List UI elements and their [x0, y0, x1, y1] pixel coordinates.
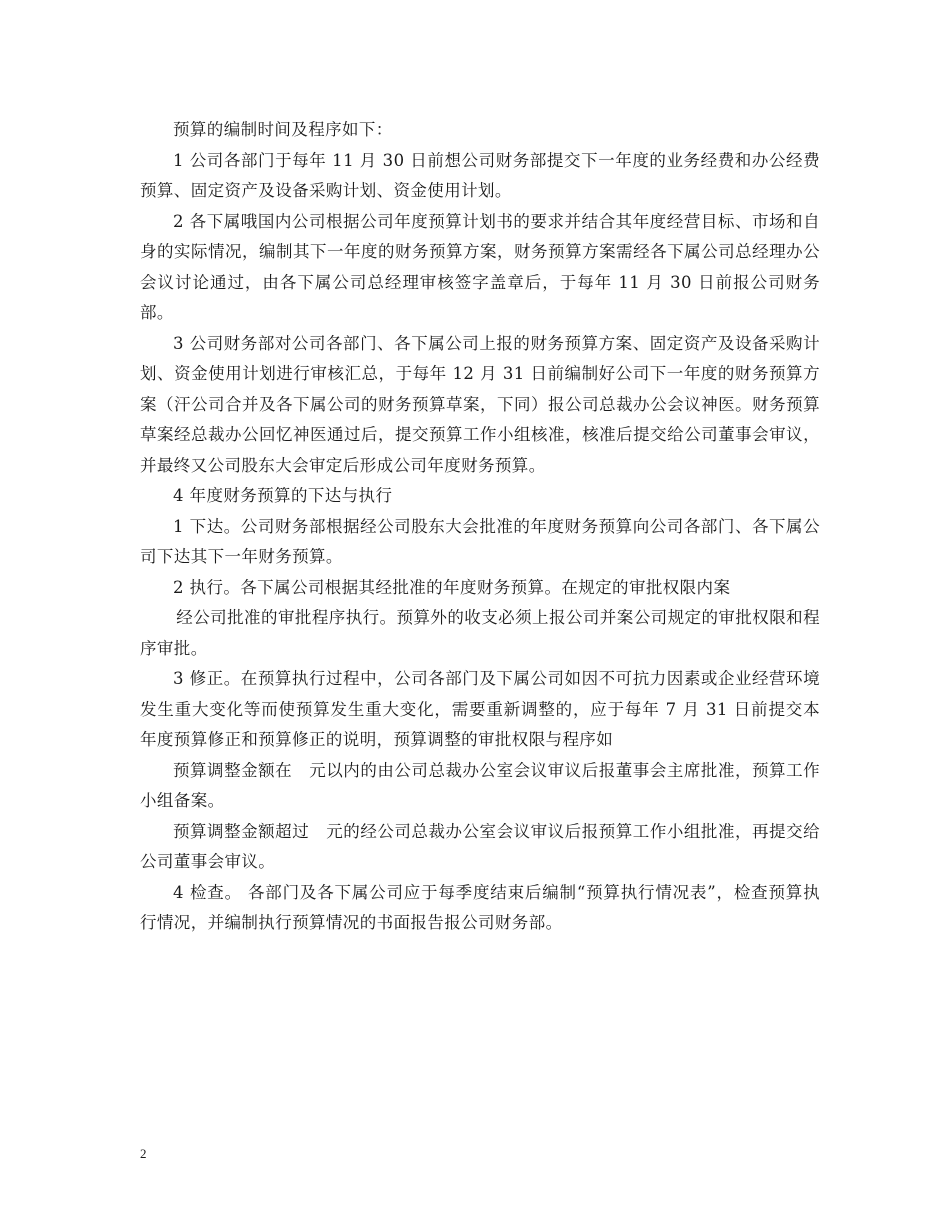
paragraph-step-1: 1 公司各部门于每年 11 月 30 日前想公司财务部提交下一年度的业务经费和办公经费预算、固定资产及设备采购计划、资金使用计划。 — [140, 150, 820, 200]
paragraph-intro: 预算的编制时间及程序如下： — [173, 120, 393, 139]
paragraph-execute-line: 2 执行。各下属公司根据其经批准的年度财务预算。在规定的审批权限内案 — [173, 577, 731, 597]
paragraph-step-3: 3 公司财务部对公司各部门、各下属公司上报的财务预算方案、固定资产及设备采购计划、资金使用计划进行审核汇总，于每年 12 月 31 日前编制好公司下一年度的财务预算方案（汗公司合并及各下属公司的财务预算草案，下同）报公司总裁办公会议神医。财务预算草案经总裁办公回忆神医通过后，提交预算工作小组核准，核准后提交给公司董事会审议，并最终又公司股东大会审定后形成公司年度财务预算。 — [140, 333, 820, 475]
paragraph-revise: 3 修正。在预算执行过程中，公司各部门及下属公司如因不可抗力因素或企业经营环境发生重大变化等而使预算发生重大变化，需要重新调整的，应于每年 7 月 31 日前提交本年度预算修正和预算修正的说明，预算调整的审批权限与程序如 — [140, 669, 820, 749]
paragraph-issue: 1 下达。公司财务部根据经公司股东大会批准的年度财务预算向公司各部门、各下属公司下达其下一年财务预算。 — [140, 516, 820, 566]
page-number: 2 — [140, 1146, 147, 1161]
paragraph-section-4-heading: 4 年度财务预算的下达与执行 — [173, 486, 393, 505]
paragraph-check: 4 检查。 各部门及各下属公司应于每季度结束后编制“预算执行情况表”，检查预算执行情况，并编制执行预算情况的书面报告报公司财务部。 — [140, 882, 820, 932]
paragraph-step-2: 2 各下属哦国内公司根据公司年度预算计划书的要求并结合其年度经营目标、市场和自身的实际情况，编制其下一年度的财务预算方案，财务预算方案需经各下属公司总经理办公会议讨论通过，由各下属公司总经理审核签字盖章后，于每年 11 月 30 日前报公司财务部。 — [140, 211, 820, 322]
paragraph-execute-continued: 经公司批准的审批程序执行。预算外的收支必须上报公司并案公司规定的审批权限和程序审批。 — [140, 608, 820, 658]
paragraph-adjust-within: 预算调整金额在 元以内的由公司总裁办公室会议审议后报董事会主席批准，预算工作小组备案。 — [140, 760, 820, 810]
paragraph-adjust-exceed: 预算调整金额超过 元的经公司总裁办公室会议审议后报预算工作小组批准，再提交给公司董事会审议。 — [140, 821, 820, 871]
document-body — [140, 115, 820, 939]
